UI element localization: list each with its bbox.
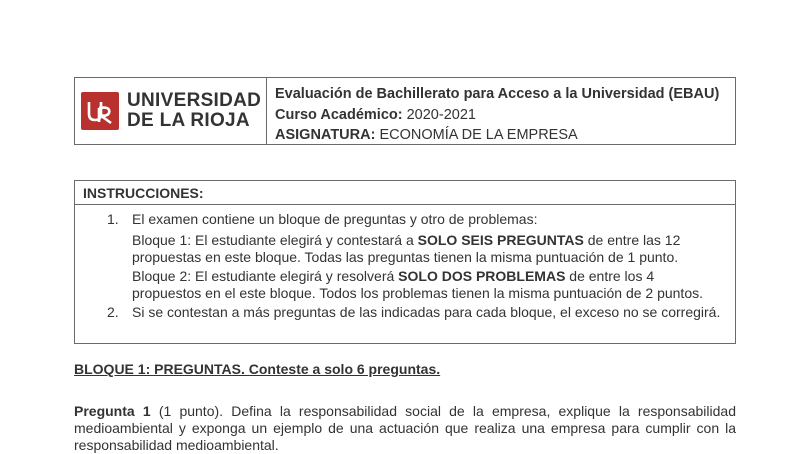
instructions-title: INSTRUCCIONES:: [75, 181, 735, 205]
section-title: BLOQUE 1: PREGUNTAS. Conteste a solo 6 preguntas.: [74, 361, 441, 377]
item2-text: Si se contestan a más preguntas de las indicadas para cada bloque, el exceso no se corregirá.: [132, 304, 721, 320]
exam-header: [74, 77, 736, 145]
block1-post: de entre las 12 propuestas en este bloque. Todas las preguntas tienen la misma puntuación de 1 punto.: [132, 232, 681, 265]
block2-post: de entre los 4 propuestos en el este bloque. Todos los problemas tienen la misma puntuación de 2 puntos.: [132, 268, 703, 301]
exam-title: Evaluación de Bachillerato para Acceso a la Universidad (EBAU): [275, 86, 720, 102]
question-1-label: Pregunta 1: [74, 403, 151, 419]
block1-text: [132, 232, 723, 266]
course-value: 2020-2021: [406, 106, 476, 123]
university-name-line1: UNIVERSIDAD: [127, 90, 262, 111]
university-name: [127, 91, 261, 131]
item1-text: El examen contiene un bloque de preguntas y otro de problemas:: [132, 211, 538, 227]
block1-pre: Bloque 1: El estudiante elegirá y contestará a: [132, 232, 418, 248]
block2-text: [132, 268, 723, 302]
block2-pre: Bloque 2: El estudiante elegirá y resolverá: [132, 268, 399, 284]
item1-number: 1.: [107, 211, 119, 227]
university-logo: [75, 78, 267, 144]
exam-info: [267, 78, 735, 144]
block1-bold: SOLO SEIS PREGUNTAS: [417, 232, 584, 248]
instructions-box: [74, 180, 736, 344]
university-emblem-icon: [81, 92, 119, 130]
item2-number: 2.: [107, 304, 119, 320]
block2-bold: SOLO DOS PROBLEMAS: [398, 268, 566, 284]
question-1-text: (1 punto). Defina la responsabilidad social de la empresa, explique la responsabilidad medioambiental y exponga un ejemplo de una actuación que realiza una empresa para cumplir con la responsabilidad medioambiental.: [74, 403, 736, 453]
course-label: Curso Académico:: [275, 106, 403, 123]
university-name-line2: DE LA RIOJA: [127, 110, 250, 131]
subject-label: ASIGNATURA:: [275, 127, 376, 143]
question-1: [74, 403, 736, 454]
subject-value: ECONOMÍA DE LA EMPRESA: [379, 127, 578, 143]
